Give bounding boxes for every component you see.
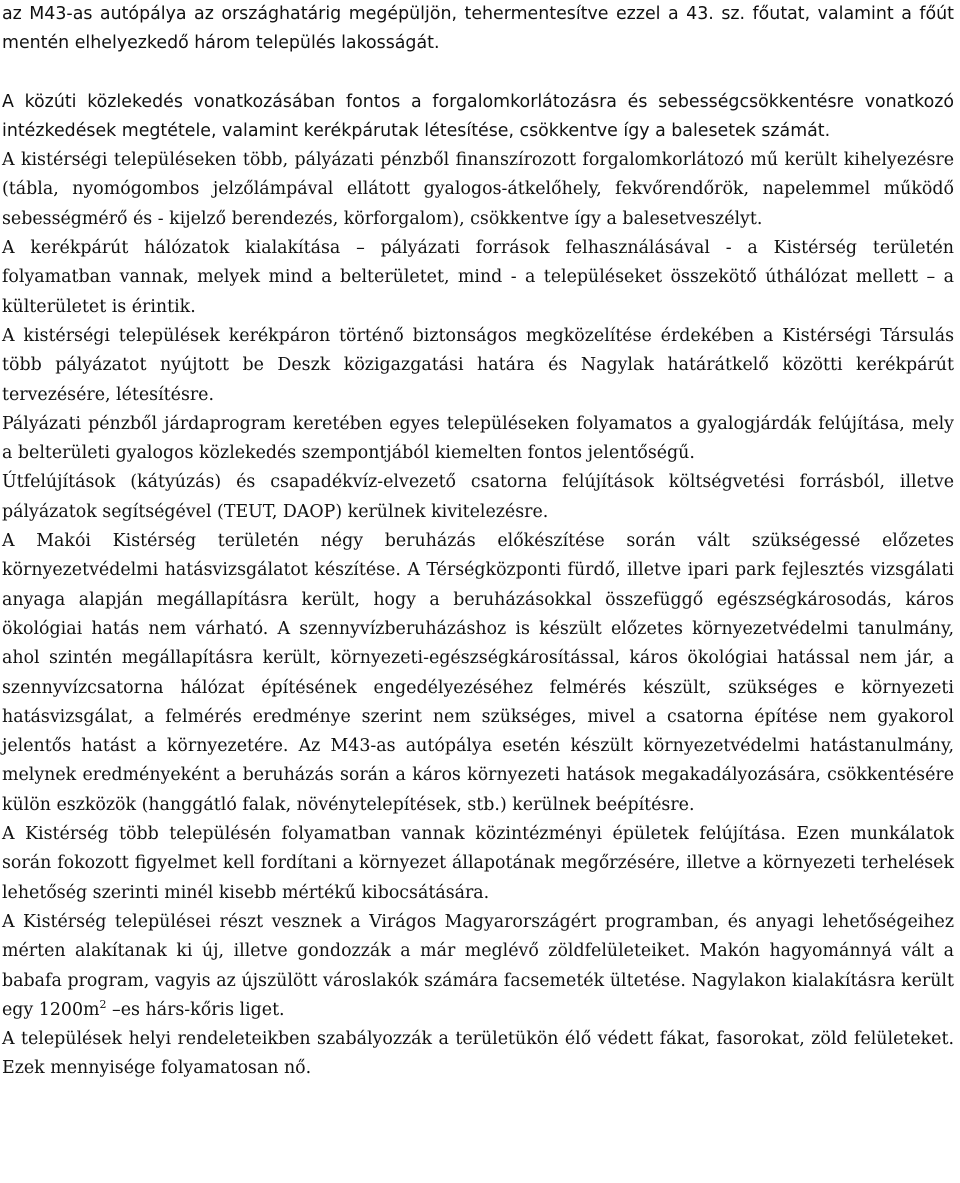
square-meter-superscript: 2 (99, 998, 107, 1011)
paragraph-m43-highway: az M43-as autópálya az országhatárig megépüljön, tehermentesítve ezzel a 43. sz. főutat, valamint a főút mentén elhelyezkedő három település lakosságát. (2, 4, 954, 54)
document-page (2, 0, 954, 1084)
paragraph-spacer (2, 59, 954, 88)
paragraph-environmental-assessment: A Makói Kistérség területén négy beruházás előkészítése során vált szükségessé előzetes környezetvédelmi hatásvizsgálatot készítése. A Térségközponti fürdő, illetve ipari park fejlesztés vizsgálati anyaga alapján megállapításra került, hogy a beruházásokkal összefüggő egészségkárosodás, káros ökológiai hatás nem várható. A szennyvízberuházáshoz is készült előzetes környezetvédelmi tanulmány, ahol szintén megállapításra került, környezeti-egészségkárosítással, káros ökológiai hatással nem jár, a szennyvízcsatorna hálózat építésének engedélyezéséhez felmérés készült, szükséges e környezeti hatásvizsgálat, a felmérés eredménye szerint nem szükséges, mivel a csatorna építése nem gyakorol jelentős hatást a környezetére. Az M43-as autópálya esetén készült környezetvédelmi hatástanulmány, melynek eredményeként a beruházás során a káros környezeti hatások megakadályozására, csökkentésére külön eszközök (hanggátló falak, növénytelepítések, stb.) kerülnek beépítésre. (2, 531, 954, 815)
paragraph-bike-network: A kerékpárút hálózatok kialakítása – pályázati források felhasználásával - a Kistérség területén folyamatban vannak, melyek mind a belterületet, mind - a településeket összekötő úthálózat mellett – a külterületet is érintik. (2, 238, 954, 317)
paragraph-protected-trees: A települések helyi rendeleteikben szabályozzák a területükön élő védett fákat, fasorokat, zöld felületeket. Ezek mennyisége folyamatosan nő. (2, 1029, 954, 1079)
paragraph-road-renewal: Útfelújítások (kátyúzás) és csapadékvíz-elvezető csatorna felújítások költségvetési forrásból, illetve pályázatok segítségével (TEUT, DAOP) kerülnek kivitelezésre. (2, 472, 954, 522)
paragraph-public-buildings: A Kistérség több településén folyamatban vannak közintézményi épületek felújítása. Ezen munkálatok során fokozott figyelmet kell fordítani a környezet állapotának megőrzésére, illetve a környezeti terhelések lehetőség szerinti minél kisebb mértékű kibocsátására. (2, 824, 954, 903)
green-areas-text-end: –es hárs-kőris liget. (106, 999, 285, 1020)
paragraph-traffic-calming: A kistérségi településeken több, pályázati pénzből finanszírozott forgalomkorlátozó mű került kihelyezésre (tábla, nyomógombos jelzőlámpával ellátott gyalogos-átkelőhely, fekvőrendőrök, napelemmel működő sebességmérő és - kijelző berendezés, körforgalom), csökkentve így a balesetveszélyt. (2, 150, 954, 229)
paragraph-traffic-measures: A közúti közlekedés vonatkozásában fontos a forgalomkorlátozásra és sebességcsökkentésre vonatkozó intézkedések megtétele, valamint kerékpárutak létesítése, csökkentve így a balesetek számát. (2, 91, 954, 141)
paragraph-bike-access: A kistérségi települések kerékpáron történő biztonságos megközelítése érdekében a Kistérségi Társulás több pályázatot nyújtott be Deszk közigazgatási határa és Nagylak határátkelő közötti kerékpárút tervezésére, létesítésre. (2, 325, 954, 405)
paragraph-green-areas (2, 908, 954, 1025)
green-areas-text: A Kistérség települései részt vesznek a Virágos Magyarországért programban, és anyagi lehetőségeihez mérten alakítanak ki új, illetve gondozzák a már meglévő zöldfelületeiket. Makón hagyománnyá vált a babafa program, vagyis az újszülött városlakók számára facsemeték ültetése. Nagylakon kialakításra került egy 1200m (2, 911, 954, 1020)
paragraph-sidewalk-program: Pályázati pénzből járdaprogram keretében egyes településeken folyamatos a gyalogjárdák felújítása, mely a belterületi gyalogos közlekedés szempontjából kiemelten fontos jelentőségű. (2, 413, 954, 464)
